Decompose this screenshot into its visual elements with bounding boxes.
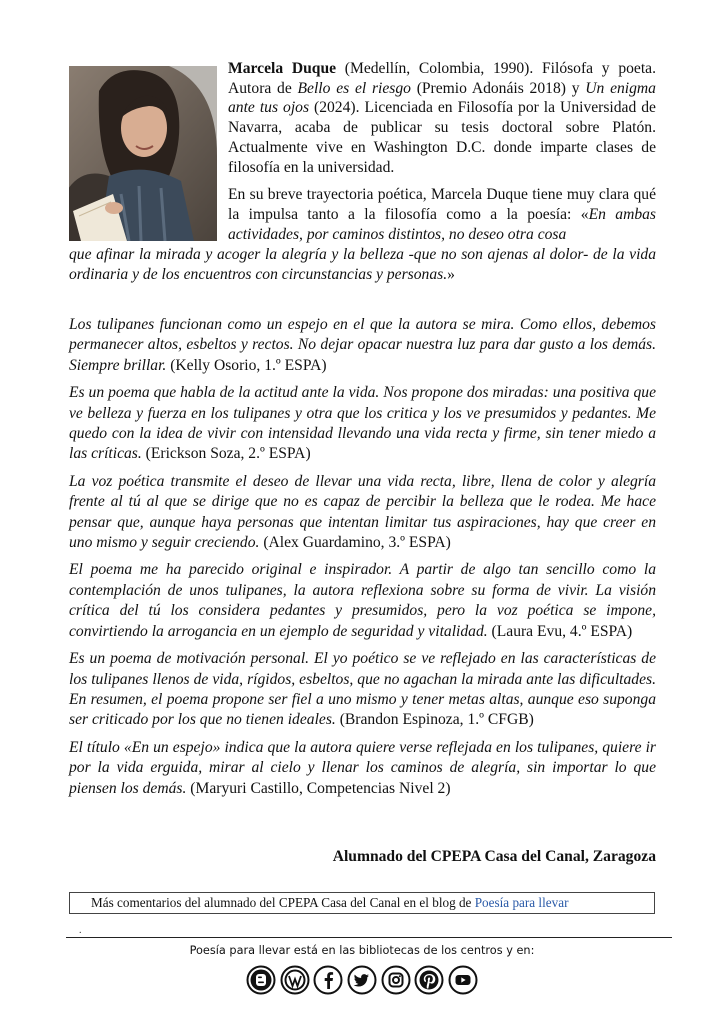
bio-paragraph <box>228 59 656 177</box>
comment-item <box>69 738 656 799</box>
comment-author: (Brandon Espinoza, 1.º CFGB) <box>335 711 534 729</box>
blog-box-text: Más comentarios del alumnado del CPEPA Casa del Canal en el blog de <box>91 895 475 910</box>
footer-text: Poesía para llevar está en las bibliotecas de los centros y en: <box>189 944 535 957</box>
wordpress-icon[interactable] <box>280 965 310 995</box>
comment-item <box>69 315 656 376</box>
comment-author: (Erickson Soza, 2.º ESPA) <box>141 445 311 463</box>
instagram-icon[interactable] <box>381 965 411 995</box>
comment-author: (Kelly Osorio, 1.º ESPA) <box>166 356 327 374</box>
comment-text: Es un poema de motivación personal. El yo poético se ve reflejado en las características de los tulipanes llenos de vida, rígidos, esbeltos, que no agachan la mirada ante las dificultades. En resumen, el poema propone ser fiel a uno mismo y tener metas altas, aunque eso suponga ser criticado por los que no tienen ideales. <box>69 650 656 729</box>
signature: Alumnado del CPEPA Casa del Canal, Zaragoza <box>332 848 656 865</box>
blogger-icon[interactable] <box>246 965 276 995</box>
pinterest-icon[interactable] <box>414 965 444 995</box>
quote-start: En ambas actividades, por caminos distintos, no deseo otra cosa <box>228 205 656 243</box>
book-title-1: Bello es el riesgo <box>297 79 411 97</box>
bio-intro-3: (2024). Licenciada en Filosofía por la Universidad de Navarra, acaba de publicar su tesis doctoral sobre Platón. Actualmente vive en Washington D.C. donde imparte clases de filosofía en la universidad. <box>228 99 656 176</box>
comment-text: La voz poética transmite el deseo de llevar una vida recta, libre, llena de color y alegría frente al tú al que se dirige que no es capaz de percibir la belleza que le rodea. Me hace pensar que, aunque haya personas que intentan limitar tus aspiraciones, hay que creer en uno mismo y seguir creciendo. <box>69 472 656 552</box>
comment-text: El poema me ha parecido original e inspirador. A partir de algo tan sencillo como la contemplación de unos tulipanes, la autora reflexiona sobre su forma de vivir. La visión crítica del tú los considera pedantes y presumidos, pero la voz poética se impone, convirtiendo la arrogancia en un ejemplo de seguridad y vitalidad. <box>69 561 656 640</box>
blog-link[interactable]: Poesía para llevar <box>474 895 569 910</box>
book-title-2: Un enigma ante tus ojos <box>228 79 656 117</box>
comment-item <box>69 560 656 642</box>
comment-text: Es un poema que habla de la actitud ante la vida. Nos propone dos miradas: una positiva que ve belleza y fuerza en los tulipanes y otra que los critica y los ve presumidos y pedantes. Me quedo con la idea de vivir con intensidad llevando una vida recta y firme, sin tener miedo a las críticas. <box>69 384 656 463</box>
blog-box <box>69 892 655 914</box>
twitter-icon[interactable] <box>347 965 377 995</box>
footer-dot: . <box>79 925 82 936</box>
trayectoria-lead: En su breve trayectoria poética, Marcela Duque tiene muy clara qué la impulsa tanto a la filosofía como a la poesía: « <box>228 186 656 223</box>
student-comments <box>69 315 656 806</box>
comment-text: Los tulipanes funcionan como un espejo en el que la autora se mira. Como ellos, debemos permanecer altos, esbeltos y rectos. No dejar opacar nuestra luz para dar gusto a los demás. Siempre brillar. <box>69 316 656 374</box>
comment-item <box>69 383 656 465</box>
comment-author: (Maryuri Castillo, Competencias Nivel 2) <box>186 779 451 797</box>
author-photo <box>69 66 217 241</box>
bio-text <box>228 59 656 244</box>
quote-close: » <box>447 265 455 283</box>
facebook-icon[interactable] <box>313 965 343 995</box>
author-name: Marcela Duque <box>228 60 337 77</box>
social-icons <box>246 963 478 997</box>
footer-divider <box>66 937 672 938</box>
comment-item <box>69 472 656 554</box>
youtube-icon[interactable] <box>448 965 478 995</box>
comment-item <box>69 649 656 731</box>
comment-author: (Alex Guardamino, 3.º ESPA) <box>259 534 451 552</box>
bio-intro-1: (Medellín, Colombia, 1990). Filósofa y poeta. Autora de <box>228 60 656 97</box>
trayectoria-paragraph <box>228 185 656 244</box>
quote-paragraph <box>69 245 656 284</box>
comment-author: (Laura Evu, 4.º ESPA) <box>487 622 633 640</box>
quote-end: que afinar la mirada y acoger la alegría y la belleza -que no son ajenas al dolor- de la vida ordinaria y de los encuentros con circunstancias y personas. <box>69 246 656 283</box>
bio-intro-2: (Premio Adonáis 2018) y <box>410 79 586 97</box>
comment-text: El título «En un espejo» indica que la autora quiere verse reflejada en los tulipanes, quiere ir por la vida erguida, mirar al cielo y llenar los caminos de alegría, sin importar lo que piensen los demás. <box>69 738 656 797</box>
bio-quote-continued <box>69 245 656 284</box>
